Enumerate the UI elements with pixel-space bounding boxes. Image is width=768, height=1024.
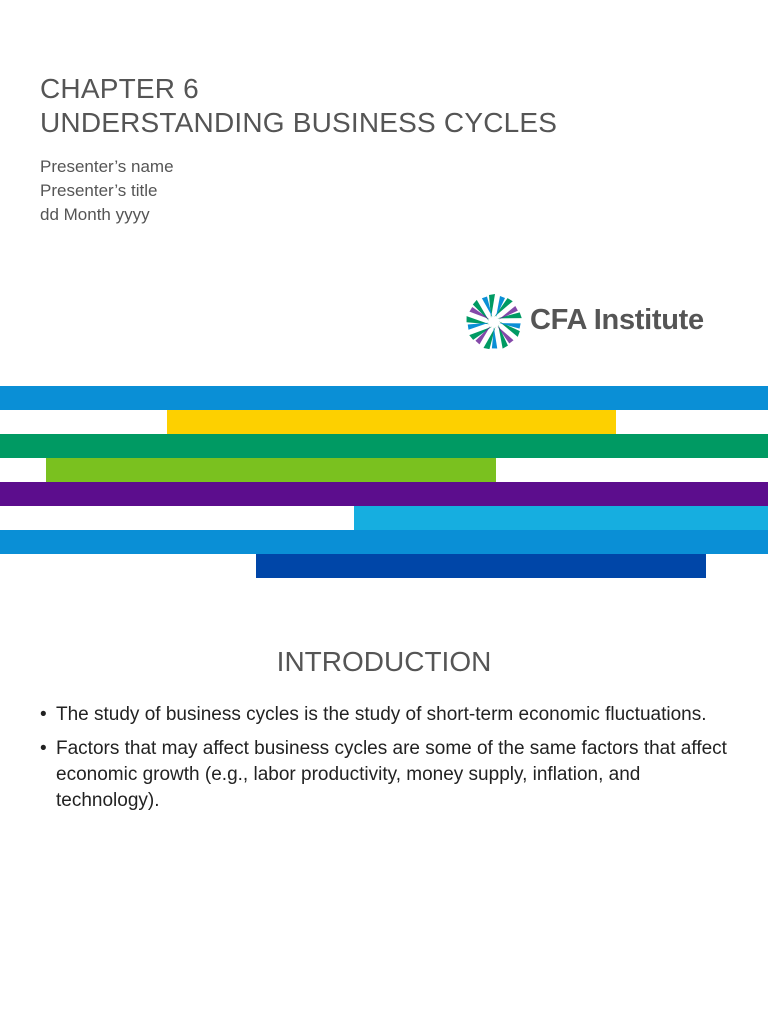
presenter-name: Presenter’s name (40, 157, 174, 176)
logo-wordmark: CFA Institute (530, 304, 704, 336)
stripe-navy (256, 554, 706, 578)
chapter-title (40, 72, 557, 140)
cfa-pinwheel-icon (464, 292, 524, 352)
stripe-yellow (167, 410, 616, 434)
stripe-blue-bottom (0, 530, 768, 554)
stripe-lime (46, 458, 496, 482)
chapter-name: UNDERSTANDING BUSINESS CYCLES (40, 107, 558, 138)
stripe-purple (0, 482, 768, 506)
cfa-institute-logo (464, 290, 734, 356)
presenter-info (40, 155, 174, 227)
bullet-list (40, 702, 740, 822)
chapter-number: CHAPTER 6 (40, 73, 199, 104)
intro-title: INTRODUCTION (276, 646, 492, 677)
stripe-cyan (354, 506, 768, 530)
stripe-green (0, 434, 768, 458)
introduction-slide (0, 600, 768, 1024)
presenter-title: Presenter’s title (40, 181, 158, 200)
presentation-date: dd Month yyyy (40, 205, 150, 224)
bullet-item: • The study of business cycles is the study of short-term economic fluctuations. (40, 702, 740, 728)
bullet-item: • Factors that may affect business cycles are some of the same factors that affect economic growth (e.g., labor productivity, money supply, inflation, and technology). (40, 736, 740, 814)
stripe-blue-top (0, 386, 768, 410)
